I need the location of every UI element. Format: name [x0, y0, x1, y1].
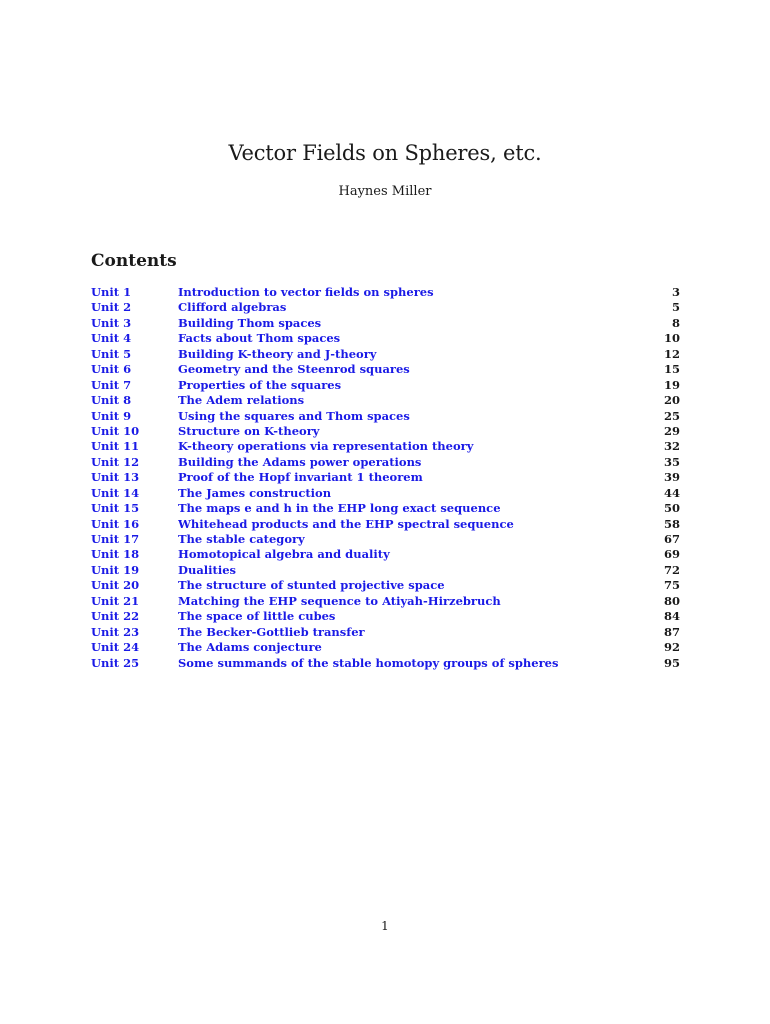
- toc-row: [91, 486, 680, 501]
- toc-page-number: 15: [663, 362, 680, 377]
- toc-unit-link[interactable]: Unit 20: [91, 578, 140, 593]
- table-of-contents: [91, 285, 680, 671]
- toc-unit-link[interactable]: Unit 1: [91, 285, 132, 299]
- toc-page-number: 8: [671, 315, 680, 330]
- toc-row: [91, 625, 680, 640]
- toc-row: [91, 331, 680, 346]
- toc-title-link[interactable]: The Adem relations: [178, 393, 305, 408]
- toc-title-link[interactable]: Homotopical algebra and duality: [178, 547, 390, 562]
- toc-unit-link[interactable]: Unit 12: [91, 454, 140, 469]
- toc-unit-link[interactable]: Unit 14: [91, 485, 140, 500]
- toc-title-link[interactable]: Geometry and the Steenrod squares: [178, 362, 410, 377]
- toc-title-link[interactable]: Dualities: [178, 562, 236, 577]
- toc-page-number: 3: [671, 285, 680, 299]
- toc-row: [91, 316, 680, 331]
- toc-unit-link[interactable]: Unit 23: [91, 624, 140, 639]
- toc-unit-link[interactable]: Unit 6: [91, 362, 132, 377]
- toc-title-link[interactable]: Some summands of the stable homotopy groups of spheres: [178, 655, 559, 670]
- toc-title-link[interactable]: Properties of the squares: [178, 377, 342, 392]
- toc-page-number: 20: [663, 393, 680, 408]
- toc-page-number: 67: [663, 532, 680, 546]
- toc-row: [91, 532, 680, 547]
- toc-page-number: 32: [663, 439, 680, 454]
- toc-title-link[interactable]: Building Thom spaces: [178, 315, 322, 330]
- document-title: Vector Fields on Spheres, etc.: [228, 141, 542, 165]
- toc-row: [91, 393, 680, 408]
- document-author: Haynes Miller: [338, 184, 432, 199]
- toc-page-number: 92: [663, 640, 680, 655]
- toc-title-link[interactable]: Building the Adams power operations: [178, 454, 422, 469]
- toc-row: [91, 547, 680, 562]
- toc-unit-link[interactable]: Unit 25: [91, 655, 140, 670]
- toc-title-link[interactable]: Clifford algebras: [178, 300, 287, 315]
- toc-title-link[interactable]: Structure on K-theory: [178, 423, 320, 438]
- toc-title-link[interactable]: The stable category: [178, 532, 305, 546]
- toc-title-link[interactable]: The space of little cubes: [178, 609, 336, 624]
- toc-unit-link[interactable]: Unit 22: [91, 609, 140, 624]
- toc-page-number: 50: [663, 501, 680, 516]
- toc-title-link[interactable]: Matching the EHP sequence to Atiyah-Hirzebruch: [178, 593, 501, 608]
- toc-title-link[interactable]: Whitehead products and the EHP spectral sequence: [178, 516, 514, 531]
- toc-page-number: 25: [663, 408, 680, 423]
- toc-row: [91, 455, 680, 470]
- toc-unit-link[interactable]: Unit 9: [91, 408, 132, 423]
- toc-unit-link[interactable]: Unit 5: [91, 346, 132, 361]
- toc-page-number: 69: [663, 547, 680, 562]
- toc-unit-link[interactable]: Unit 21: [91, 593, 140, 608]
- toc-unit-link[interactable]: Unit 7: [91, 377, 132, 392]
- toc-row: [91, 378, 680, 393]
- toc-page-number: 84: [663, 609, 680, 624]
- toc-title-link[interactable]: The maps e and h in the EHP long exact sequence: [178, 501, 501, 516]
- toc-unit-link[interactable]: Unit 18: [91, 547, 140, 562]
- toc-unit-link[interactable]: Unit 2: [91, 300, 132, 315]
- toc-row: [91, 517, 680, 532]
- toc-page-number: 75: [663, 578, 680, 593]
- toc-unit-link[interactable]: Unit 13: [91, 470, 140, 485]
- toc-page-number: 72: [663, 562, 680, 577]
- toc-page-number: 5: [671, 300, 680, 315]
- toc-row: [91, 501, 680, 516]
- toc-unit-link[interactable]: Unit 24: [91, 640, 140, 655]
- toc-unit-link[interactable]: Unit 15: [91, 501, 140, 516]
- toc-page-number: 44: [663, 485, 680, 500]
- toc-unit-link[interactable]: Unit 3: [91, 315, 132, 330]
- toc-title-link[interactable]: K-theory operations via representation theory: [178, 439, 474, 454]
- toc-title-link[interactable]: The Adams conjecture: [178, 640, 322, 655]
- toc-page-number: 35: [663, 454, 680, 469]
- toc-title-link[interactable]: Facts about Thom spaces: [178, 331, 341, 346]
- toc-page-number: 29: [663, 423, 680, 438]
- toc-unit-link[interactable]: Unit 10: [91, 423, 140, 438]
- toc-row: [91, 362, 680, 377]
- toc-title-link[interactable]: Using the squares and Thom spaces: [178, 408, 410, 423]
- toc-unit-link[interactable]: Unit 17: [91, 532, 140, 546]
- toc-row: [91, 300, 680, 315]
- toc-unit-link[interactable]: Unit 19: [91, 562, 140, 577]
- toc-unit-link[interactable]: Unit 16: [91, 516, 140, 531]
- toc-row: [91, 409, 680, 424]
- toc-row: [91, 640, 680, 655]
- toc-title-link[interactable]: Introduction to vector fields on spheres: [178, 285, 434, 299]
- toc-page-number: 19: [663, 377, 680, 392]
- toc-row: [91, 439, 680, 454]
- toc-unit-link[interactable]: Unit 11: [91, 439, 140, 454]
- toc-page-number: 87: [663, 624, 680, 639]
- toc-title-link[interactable]: Building K-theory and J-theory: [178, 346, 377, 361]
- toc-page-number: 10: [663, 331, 680, 346]
- toc-row: [91, 470, 680, 485]
- toc-page-number: 95: [663, 655, 680, 670]
- toc-title-link[interactable]: The James construction: [178, 485, 332, 500]
- toc-row: [91, 578, 680, 593]
- toc-row: [91, 347, 680, 362]
- toc-title-link[interactable]: The Becker-Gottlieb transfer: [178, 624, 365, 639]
- toc-unit-link[interactable]: Unit 4: [91, 331, 132, 346]
- toc-page-number: 39: [663, 470, 680, 485]
- toc-title-link[interactable]: The structure of stunted projective space: [178, 578, 445, 593]
- toc-row: [91, 285, 680, 300]
- toc-unit-link[interactable]: Unit 8: [91, 393, 132, 408]
- page-number: 1: [381, 919, 389, 933]
- toc-row: [91, 424, 680, 439]
- contents-heading: Contents: [91, 251, 177, 271]
- toc-title-link[interactable]: Proof of the Hopf invariant 1 theorem: [178, 470, 423, 485]
- toc-row: [91, 563, 680, 578]
- toc-row: [91, 609, 680, 624]
- toc-row: [91, 594, 680, 609]
- toc-row: [91, 656, 680, 671]
- toc-page-number: 58: [663, 516, 680, 531]
- toc-page-number: 80: [663, 593, 680, 608]
- toc-page-number: 12: [663, 346, 680, 361]
